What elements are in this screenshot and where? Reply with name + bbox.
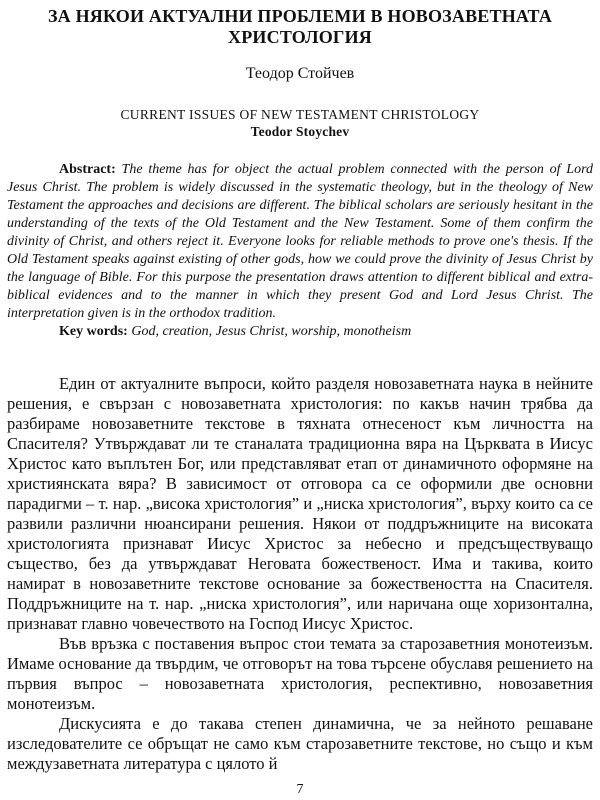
article-body [7, 374, 593, 774]
article-title-english: CURRENT ISSUES OF NEW TESTAMENT CHRISTOLOGY [120, 107, 480, 122]
article-title-bulgarian: ЗА НЯКОИ АКТУАЛНИ ПРОБЛЕМИ В НОВОЗАВЕТНАТА ХРИСТОЛОГИЯ [47, 6, 553, 47]
abstract-label: Abstract: [59, 162, 116, 177]
body-paragraph-2: Във връзка с поставения въпрос стои темата за старозаветния монотеизъм. Имаме основание да твърдим, че отговорът на това търсене обуславя решението на първия въпрос – новозаветната христология, респективно, новозаветния монотеизъм. [7, 634, 593, 713]
body-paragraph-3: Дискусията е до такава степен динамична, че за нейното решаване изследователите се обръщат не само към старозаветните текстове, но също и към междузаветната литература с цялото й [7, 714, 593, 773]
keywords-text: God, creation, Jesus Christ, worship, monotheism [131, 324, 412, 339]
keywords-section [7, 323, 593, 341]
abstract-section [7, 161, 593, 323]
keywords-label: Key words: [59, 324, 128, 339]
author-name-english: Teodor Stoychev [250, 124, 350, 139]
abstract-text: The theme has for object the actual problem connected with the person of Lord Jesus Christ. The problem is widely discussed in the systematic theology, but in the theology of New Testament the approaches and decisions are different. The biblical scholars are seriously hesitant in the understanding of the texts of the Old Testament and the New Testament. Some of them confirm the divinity of Christ, and others reject it. Everyone looks for reliable methods to prove one's thesis. If the Old Testament speaks against existing of other gods, how we could prove the divinity of Jesus Christ by the language of Bible. For this purpose the presentation draws attention to different biblical and extra-biblical evidences and to the manner in which they present God and Lord Jesus Christ. The interpretation given is in the orthodox tradition. [7, 162, 594, 321]
body-paragraph-1: Един от актуалните въпроси, който разделя новозаветната наука в нейните решения, е свързан с новозаветната христология: по какъв начин трябва да разбираме новозаветните текстове в тяхната отнесеност към личността на Спасителя? Утвърждават ли те станалата традиционна вяра на Църквата в Иисус Христос като въплътен Бог, или представляват етап от динамичното оформяне на християнската вяра? В зависимост от отговора са се оформили две основни парадигми – т. нар. „висока христология” и „ниска христология”, върху които са се развили различни нюансирани решения. Някои от поддръжниците на високата христологията признават Иисус Христос за небесно и предсъществуващо същество, без да утвърждават Неговата божественост. Има и такива, които намират в новозаветните текстове основание за божествеността на Спасителя. Поддръжниците на т. нар. „ниска христология”, или наричана още хоризонтална, признават главно човечеството на Господ Иисус Христос. [7, 374, 593, 633]
page-number: 7 [296, 782, 304, 797]
author-name-bulgarian: Теодор Стойчев [245, 65, 355, 82]
